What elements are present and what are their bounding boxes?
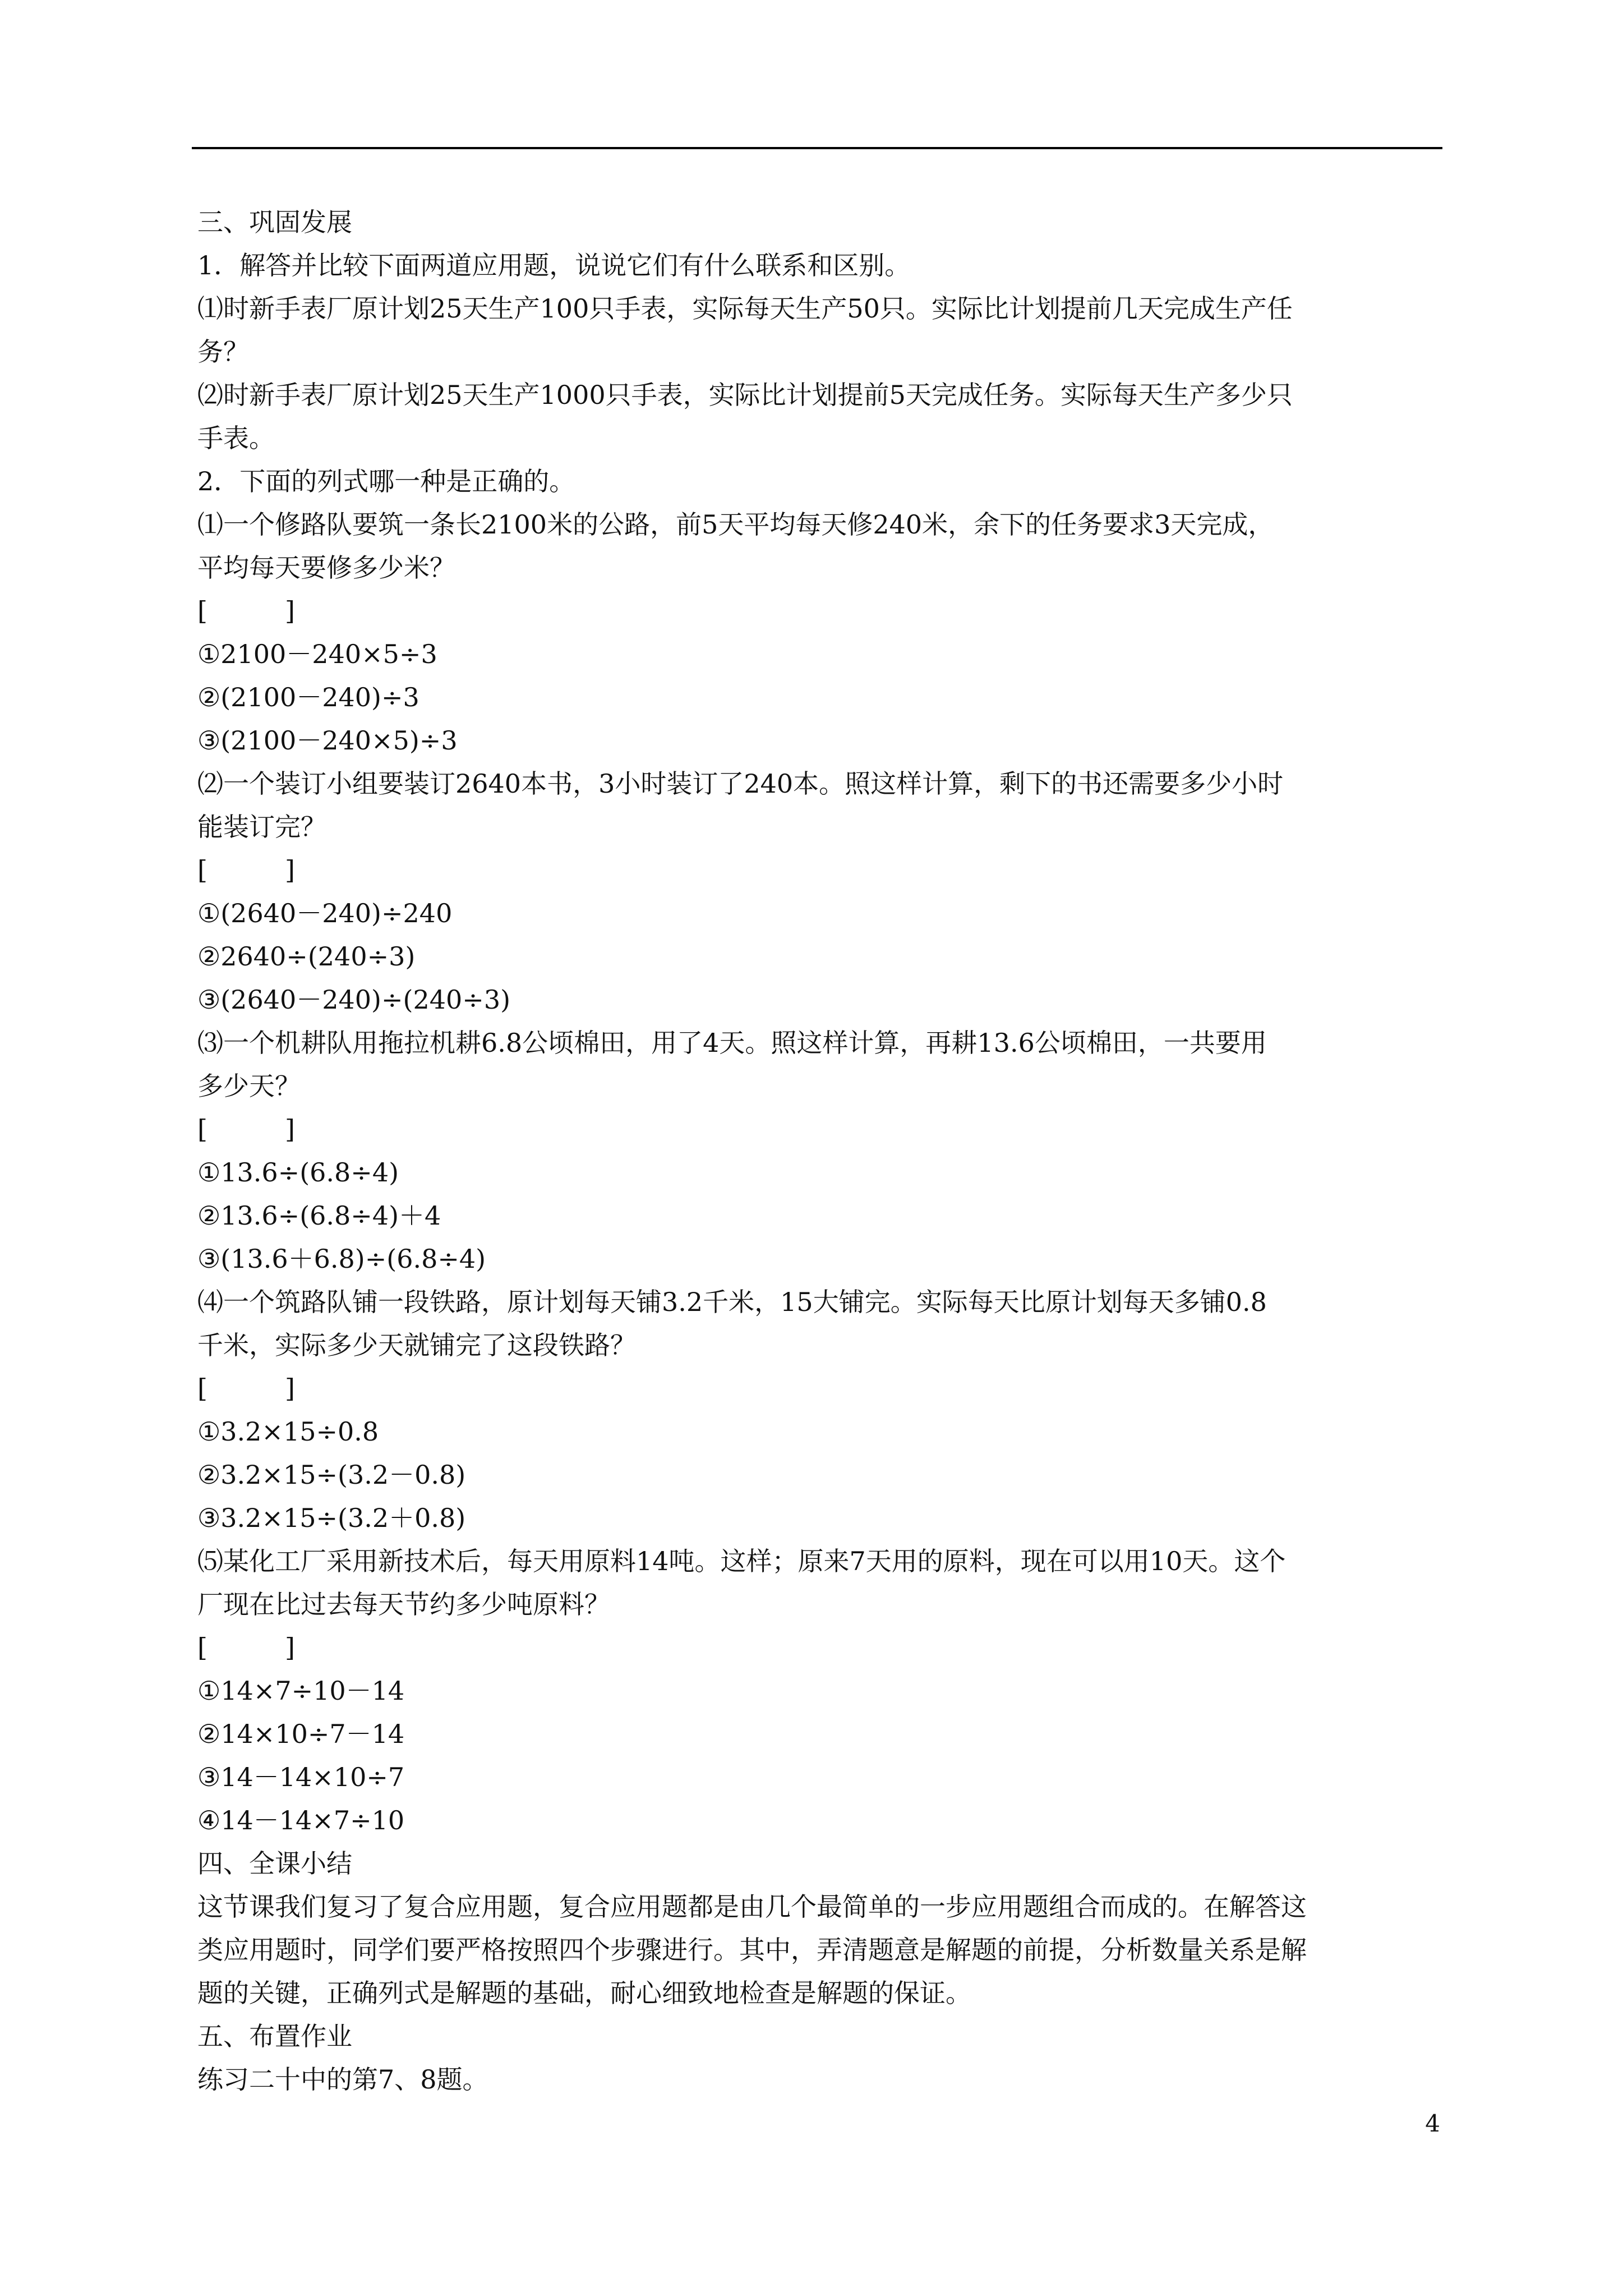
text-line: ③3.2×15÷(3.2＋0.8) (197, 1503, 466, 1533)
text-line: ①2100－240×5÷3 (197, 639, 437, 669)
document-body (197, 201, 1442, 2101)
header-rule (192, 147, 1442, 149)
text-line: ①(2640－240)÷240 (197, 898, 453, 928)
text-line: ⑴一个修路队要筑一条长2100米的公路，前5天平均每天修240米，余下的任务要求3天完成， (197, 509, 1274, 540)
text-line: ③(13.6＋6.8)÷(6.8÷4) (197, 1244, 486, 1274)
text-line: ④14－14×7÷10 (197, 1805, 405, 1835)
text-line: ③(2640－240)÷(240÷3) (197, 984, 511, 1015)
text-line: ①14×7÷10－14 (197, 1676, 405, 1706)
text-line: ③14－14×10÷7 (197, 1762, 405, 1792)
text-line: ⑵一个装订小组要装订2640本书，3小时装订了240本。照这样计算，剩下的书还需要多少小时 (197, 769, 1284, 799)
text-line: ⑵时新手表厂原计划25天生产1000只手表，实际比计划提前5天完成任务。实际每天生产多少只 (197, 380, 1293, 410)
page-number: 4 (1425, 2110, 1440, 2137)
text-line: 1．解答并比较下面两道应用题，说说它们有什么联系和区别。 (197, 250, 911, 280)
text-line: 千米，实际多少天就铺完了这段铁路？ (197, 1330, 636, 1360)
text-line: 多少天？ (197, 1071, 301, 1101)
text-line: 题的关键，正确列式是解题的基础，耐心细致地检查是解题的保证。 (197, 1978, 971, 2008)
text-line: ⑸某化工厂采用新技术后，每天用原料14吨。这样；原来7天用的原料，现在可以用10天。这个 (197, 1546, 1286, 1576)
text-line: 厂现在比过去每天节约多少吨原料？ (197, 1589, 610, 1619)
text-line: [ ] (197, 1632, 295, 1663)
text-line: 平均每天要修多少米？ (197, 553, 455, 583)
text-line: ①3.2×15÷0.8 (197, 1416, 379, 1447)
text-line: [ ] (197, 596, 295, 626)
text-line: 类应用题时，同学们要严格按照四个步骤进行。其中，弄清题意是解题的前提，分析数量关系是解 (197, 1935, 1307, 1965)
text-line: ⑷一个筑路队铺一段铁路，原计划每天铺3.2千米，15大铺完。实际每天比原计划每天多铺0.8 (197, 1287, 1267, 1317)
text-line: ②(2100－240)÷3 (197, 682, 419, 712)
text-line: ⑴时新手表厂原计划25天生产100只手表，实际每天生产50只。实际比计划提前几天完成生产任 (197, 293, 1293, 324)
text-line: 务？ (197, 337, 249, 367)
text-line: ②2640÷(240÷3) (197, 941, 416, 972)
text-line: 四、全课小结 (197, 1848, 352, 1879)
text-line: 练习二十中的第7、8题。 (197, 2064, 488, 2095)
text-line: [ ] (197, 855, 295, 885)
text-line: ②13.6÷(6.8÷4)＋4 (197, 1200, 441, 1231)
text-line: ②14×10÷7－14 (197, 1719, 405, 1749)
text-line: [ ] (197, 1114, 295, 1144)
text-line: 这节课我们复习了复合应用题，复合应用题都是由几个最简单的一步应用题组合而成的。在解答这 (197, 1892, 1307, 1922)
text-line: 2．下面的列式哪一种是正确的。 (197, 466, 575, 496)
text-line: 能装订完？ (197, 812, 326, 842)
text-line: [ ] (197, 1373, 295, 1404)
text-line: ③(2100－240×5)÷3 (197, 725, 458, 756)
text-line: ⑶一个机耕队用拖拉机耕6.8公顷棉田，用了4天。照这样计算，再耕13.6公顷棉田，一共要用 (197, 1028, 1267, 1058)
text-line: 三、巩固发展 (197, 207, 352, 237)
text-line: ②3.2×15÷(3.2－0.8) (197, 1460, 466, 1490)
text-line: 手表。 (197, 423, 275, 453)
text-line: ①13.6÷(6.8÷4) (197, 1157, 399, 1188)
text-line: 五、布置作业 (197, 2021, 352, 2051)
